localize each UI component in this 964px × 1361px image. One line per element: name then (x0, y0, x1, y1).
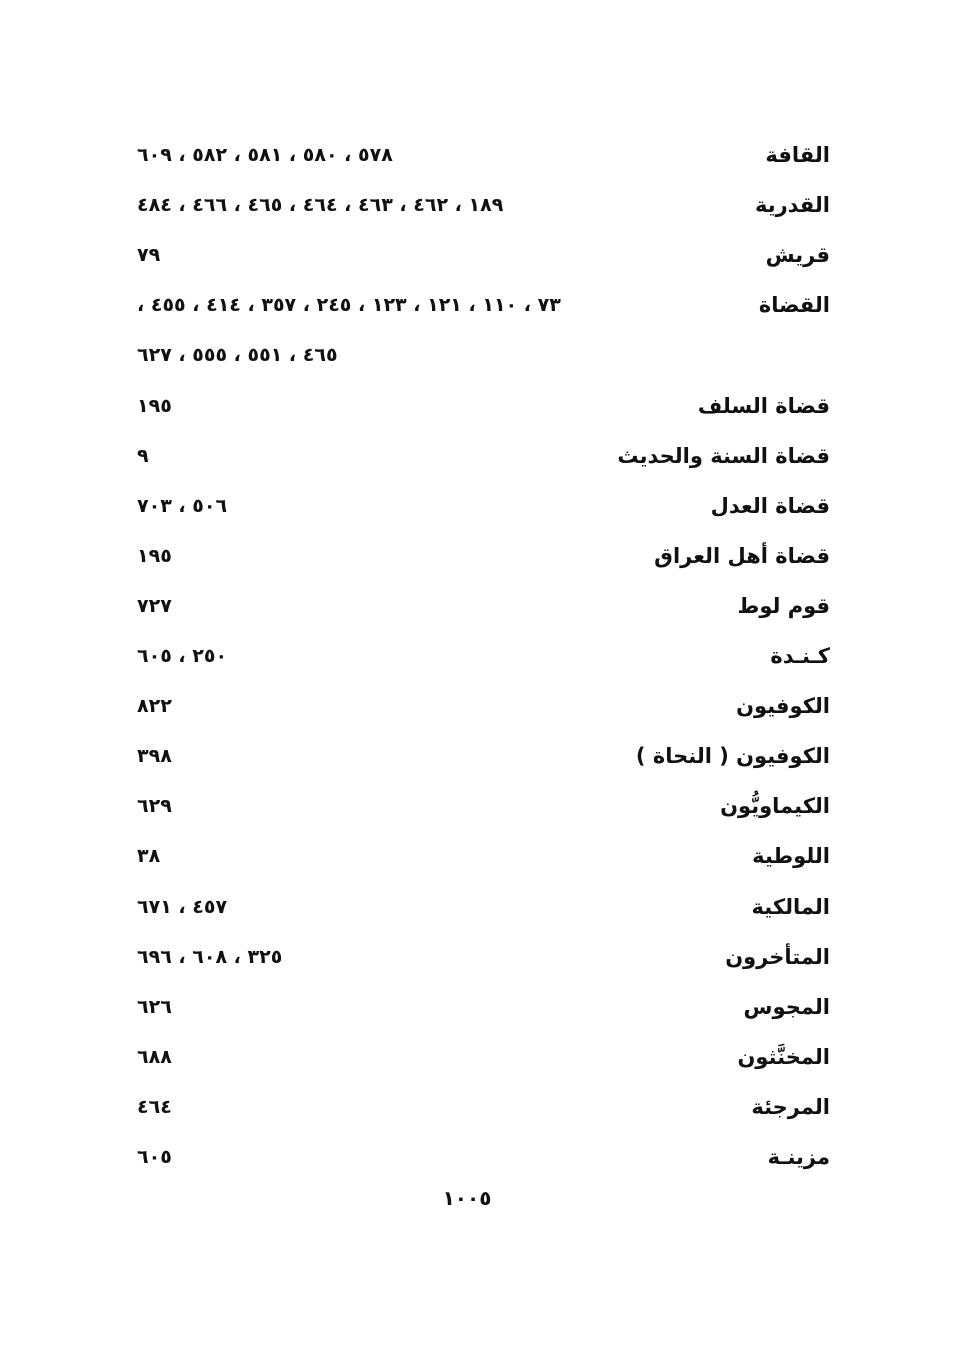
index-term: قضاة السلف (697, 393, 830, 418)
index-page-refs: ٧٣ ، ١١٠ ، ١٢١ ، ١٢٣ ، ٢٤٥ ، ٣٥٧ ، ٤١٤ ، ٤٥٥ ، (137, 294, 561, 317)
index-term: كـنـدة (770, 644, 830, 668)
index-page-refs: ٥٠٦ ، ٧٠٣ (137, 494, 228, 517)
index-term: قضاة العدل (710, 493, 830, 518)
index-entry (0, 838, 964, 874)
index-entry (0, 889, 964, 925)
index-page-refs: ٩ (137, 444, 149, 467)
index-entry (0, 1139, 964, 1175)
index-term: المرجئة (751, 1094, 830, 1119)
index-page-refs: ٧٩ (137, 244, 161, 267)
index-entry (0, 1039, 964, 1075)
index-term: القدرية (754, 193, 830, 218)
index-term: المخنَّثون (737, 1044, 830, 1069)
index-page-refs: ٣٩٨ (137, 745, 172, 768)
index-entry (0, 388, 964, 424)
index-term: الكوفيون ( النحاة ) (635, 744, 830, 769)
index-page-refs: ٣٢٥ ، ٦٠٨ ، ٦٩٦ (137, 945, 283, 968)
index-entry (0, 588, 964, 624)
page-number: ١٠٠٥ (442, 1186, 492, 1210)
index-entry (0, 688, 964, 724)
index-entry (0, 488, 964, 524)
index-term: مزينـة (767, 1145, 830, 1169)
index-page-refs: ٦٨٨ (137, 1045, 172, 1068)
index-entry (0, 187, 964, 223)
index-page-refs: ٧٢٧ (137, 594, 172, 617)
index-entry (0, 137, 964, 173)
index-page-refs: ٥٧٨ ، ٥٨٠ ، ٥٨١ ، ٥٨٢ ، ٦٠٩ (137, 144, 393, 166)
index-page-refs: ٦٠٥ (137, 1146, 172, 1168)
index-term: قريش (765, 243, 830, 268)
index-entry (0, 287, 964, 323)
index-page-refs: ٤٦٤ (137, 1095, 172, 1118)
index-term: المجوس (743, 994, 830, 1019)
index-entry (0, 939, 964, 975)
index-term: القضاة (758, 293, 830, 318)
index-page-refs: ٦٢٦ (137, 995, 172, 1018)
index-entry (0, 738, 964, 774)
index-page-refs: ٦٢٩ (137, 795, 172, 818)
index-term: القافة (765, 143, 830, 167)
index-page-refs: ٢٥٠ ، ٦٠٥ (137, 645, 228, 667)
index-page-refs: ١٩٥ (137, 394, 172, 417)
index-term: الكوفيون (736, 694, 830, 719)
index-page-refs: ٣٨ (137, 845, 161, 868)
index-page-refs: ٤٦٥ ، ٥٥١ ، ٥٥٥ ، ٦٢٧ (137, 344, 338, 367)
index-entry (0, 337, 964, 373)
index-page-refs: ١٨٩ ، ٤٦٢ ، ٤٦٣ ، ٤٦٤ ، ٤٦٥ ، ٤٦٦ ، ٤٨٤ (137, 194, 504, 217)
index-entry (0, 538, 964, 574)
index-entry (0, 237, 964, 273)
index-page-refs: ٨٢٢ (137, 695, 172, 718)
index-page-refs: ٤٥٧ ، ٦٧١ (137, 895, 228, 918)
index-page-refs: ١٩٥ (137, 544, 172, 567)
index-term: قوم لوط (737, 593, 830, 618)
index-term: قضاة السنة والحديث (617, 443, 830, 468)
index-term: اللوطية (752, 844, 830, 869)
index-term: الكيماويُّون (720, 794, 830, 819)
index-entry (0, 438, 964, 474)
index-entry (0, 638, 964, 674)
index-term: المتأخرون (725, 944, 830, 969)
index-term: المالكية (751, 894, 830, 919)
index-entry (0, 1089, 964, 1125)
index-entry (0, 989, 964, 1025)
index-entry (0, 788, 964, 824)
index-term: قضاة أهل العراق (654, 543, 830, 568)
